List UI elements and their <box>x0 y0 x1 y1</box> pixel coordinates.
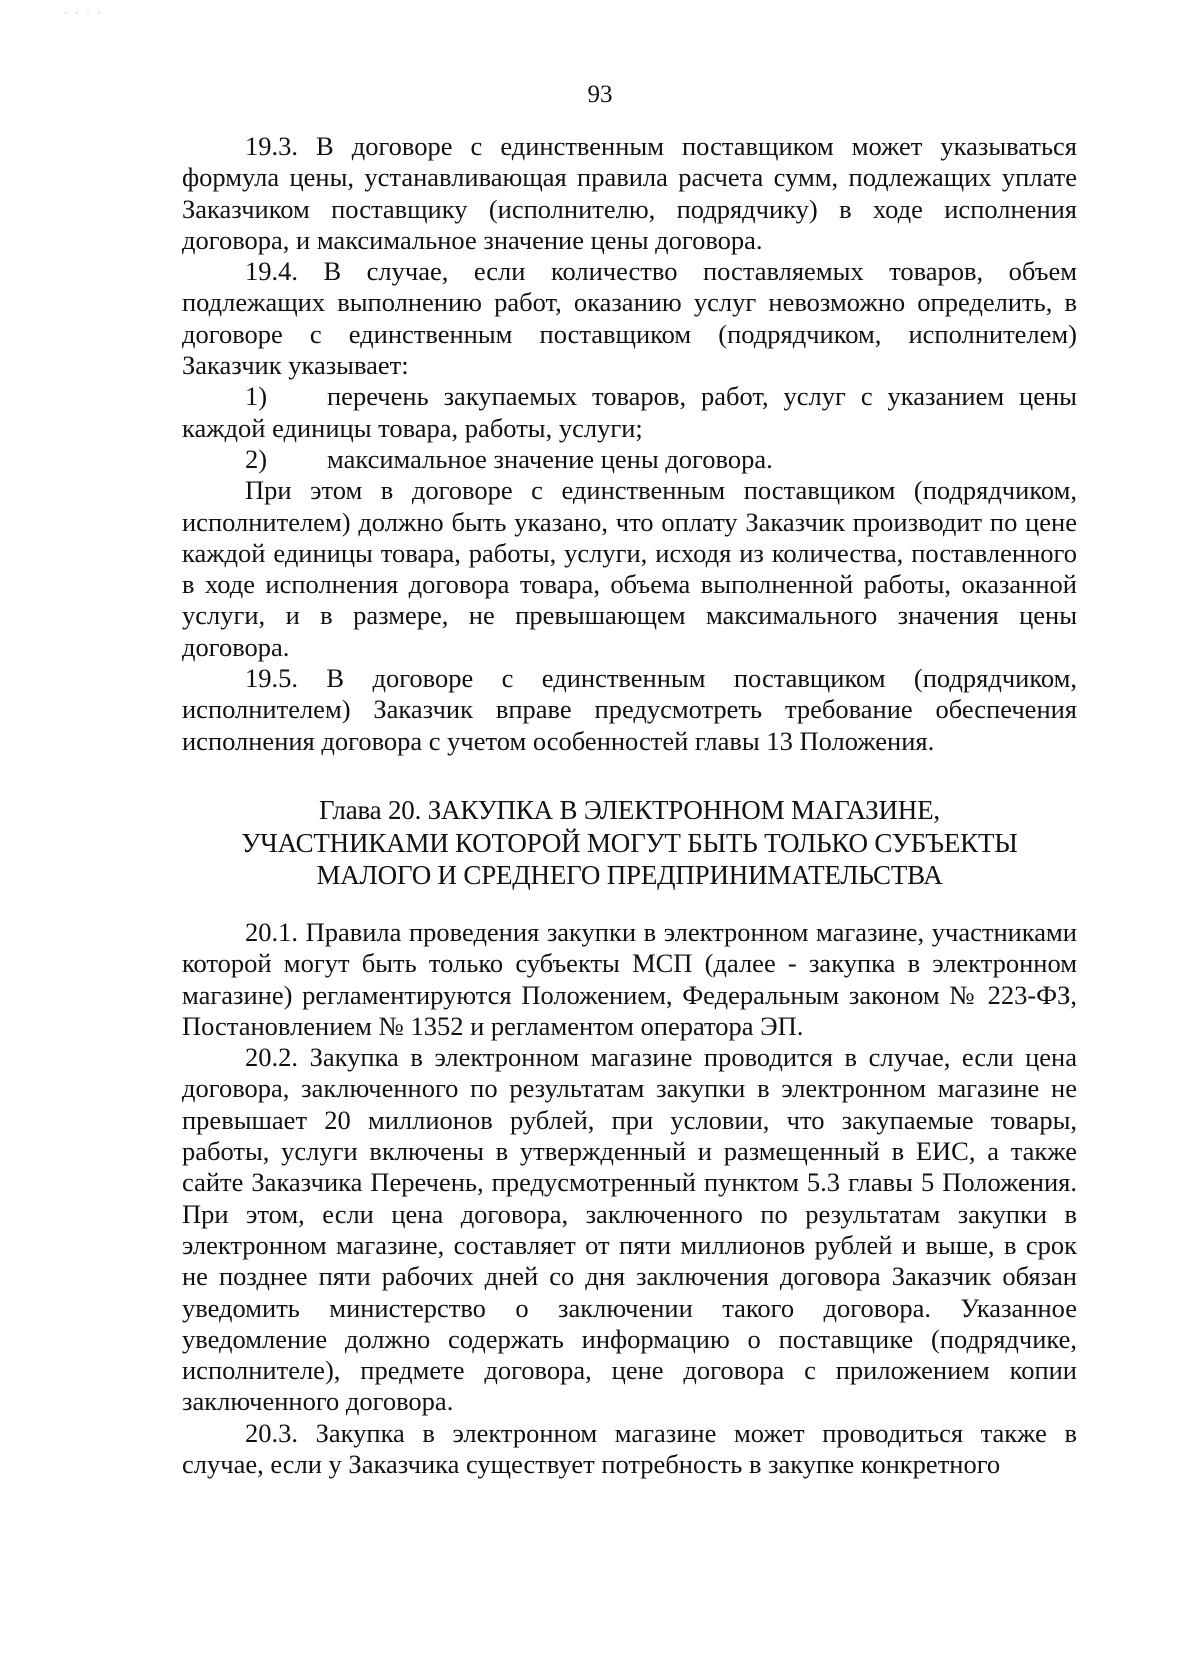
list-item-number: 2) <box>245 443 268 474</box>
chapter-20-text <box>182 917 1077 1480</box>
paragraph-20-2: 20.2. Закупка в электронном магазине проводится в случае, если цена договора, заключенного по результатам закупки в электронном магазине не превышает 20 миллионов рублей, при условии, что закупаемые товары, работы, услуги включены в утвержденный и размещенный в ЕИС, а также сайте Заказчика Перечень, предусмотренный пунктом 5.3 главы 5 Положения. При этом, если цена договора, заключенного по результатам закупки в электронном магазине, составляет от пяти миллионов рублей и выше, в срок не позднее пяти рабочих дней со дня заключения договора Заказчик обязан уведомить министерство о заключении такого договора. Указанное уведомление должно содержать информацию о поставщике (подрядчике, исполнителе), предмете договора, цене договора с приложением копии заключенного договора. <box>182 1042 1077 1417</box>
section-19-text <box>182 131 1077 757</box>
paragraph-after-list: При этом в договоре с единственным поставщиком (подрядчиком, исполнителем) должно быть указано, что оплату Заказчик производит по цене каждой единицы товара, работы, услуги, исходя из количества, поставленного в ходе исполнения договора товара, объема выполненной работы, оказанной услуги, и в размере, не превышающем максимального значения цены договора. <box>182 475 1077 662</box>
chapter-20-heading <box>182 794 1077 892</box>
paragraph-19-4: 19.4. В случае, если количество поставляемых товаров, объем подлежащих выполнению работ, оказанию услуг невозможно определить, в договоре с единственным поставщиком (подрядчиком, исполнителем) Заказчик указывает: <box>182 256 1077 381</box>
list-item <box>182 444 1077 475</box>
paragraph-20-1: 20.1. Правила проведения закупки в электронном магазине, участниками которой могут быть только субъекты МСП (далее - закупка в электронном магазине) регламентируются Положением, Федеральным законом № 223-ФЗ, Постановлением № 1352 и регламентом оператора ЭП. <box>182 917 1077 1041</box>
paragraph-19-5: 19.5. В договоре с единственным поставщиком (подрядчиком, исполнителем) Заказчик вправе предусмотреть требование обеспечения исполнения договора с учетом особенностей главы 13 Положения. <box>182 663 1077 756</box>
heading-line: УЧАСТНИКАМИ КОТОРОЙ МОГУТ БЫТЬ ТОЛЬКО СУБЪЕКТЫ <box>241 827 1018 858</box>
page-number: 93 <box>587 81 613 108</box>
paragraph-19-3: 19.3. В договоре с единственным поставщиком может указываться формула цены, устанавливающая правила расчета сумм, подлежащих уплате Заказчиком поставщику (исполнителю, подрядчику) в ходе исполнения договора, и максимальное значение цены договора. <box>182 131 1077 255</box>
list-item-text: максимальное значение цены договора. <box>327 443 773 474</box>
heading-line: Глава 20. ЗАКУПКА В ЭЛЕКТРОННОМ МАГАЗИНЕ, <box>319 795 940 825</box>
list-item-text: перечень закупаемых товаров, работ, услуг с указанием цены каждой единицы товара, работы, услуги; <box>182 381 1077 443</box>
heading-line: МАЛОГО И СРЕДНЕГО ПРЕДПРИНИМАТЕЛЬСТВА <box>316 860 943 890</box>
paragraph-20-3: 20.3. Закупка в электронном магазине может проводиться также в случае, если у Заказчика существует потребность в закупке конкретного <box>182 1417 1077 1480</box>
scan-artifact: · · · · <box>64 8 104 18</box>
list-item <box>182 381 1077 444</box>
list-item-number: 1) <box>245 381 268 412</box>
